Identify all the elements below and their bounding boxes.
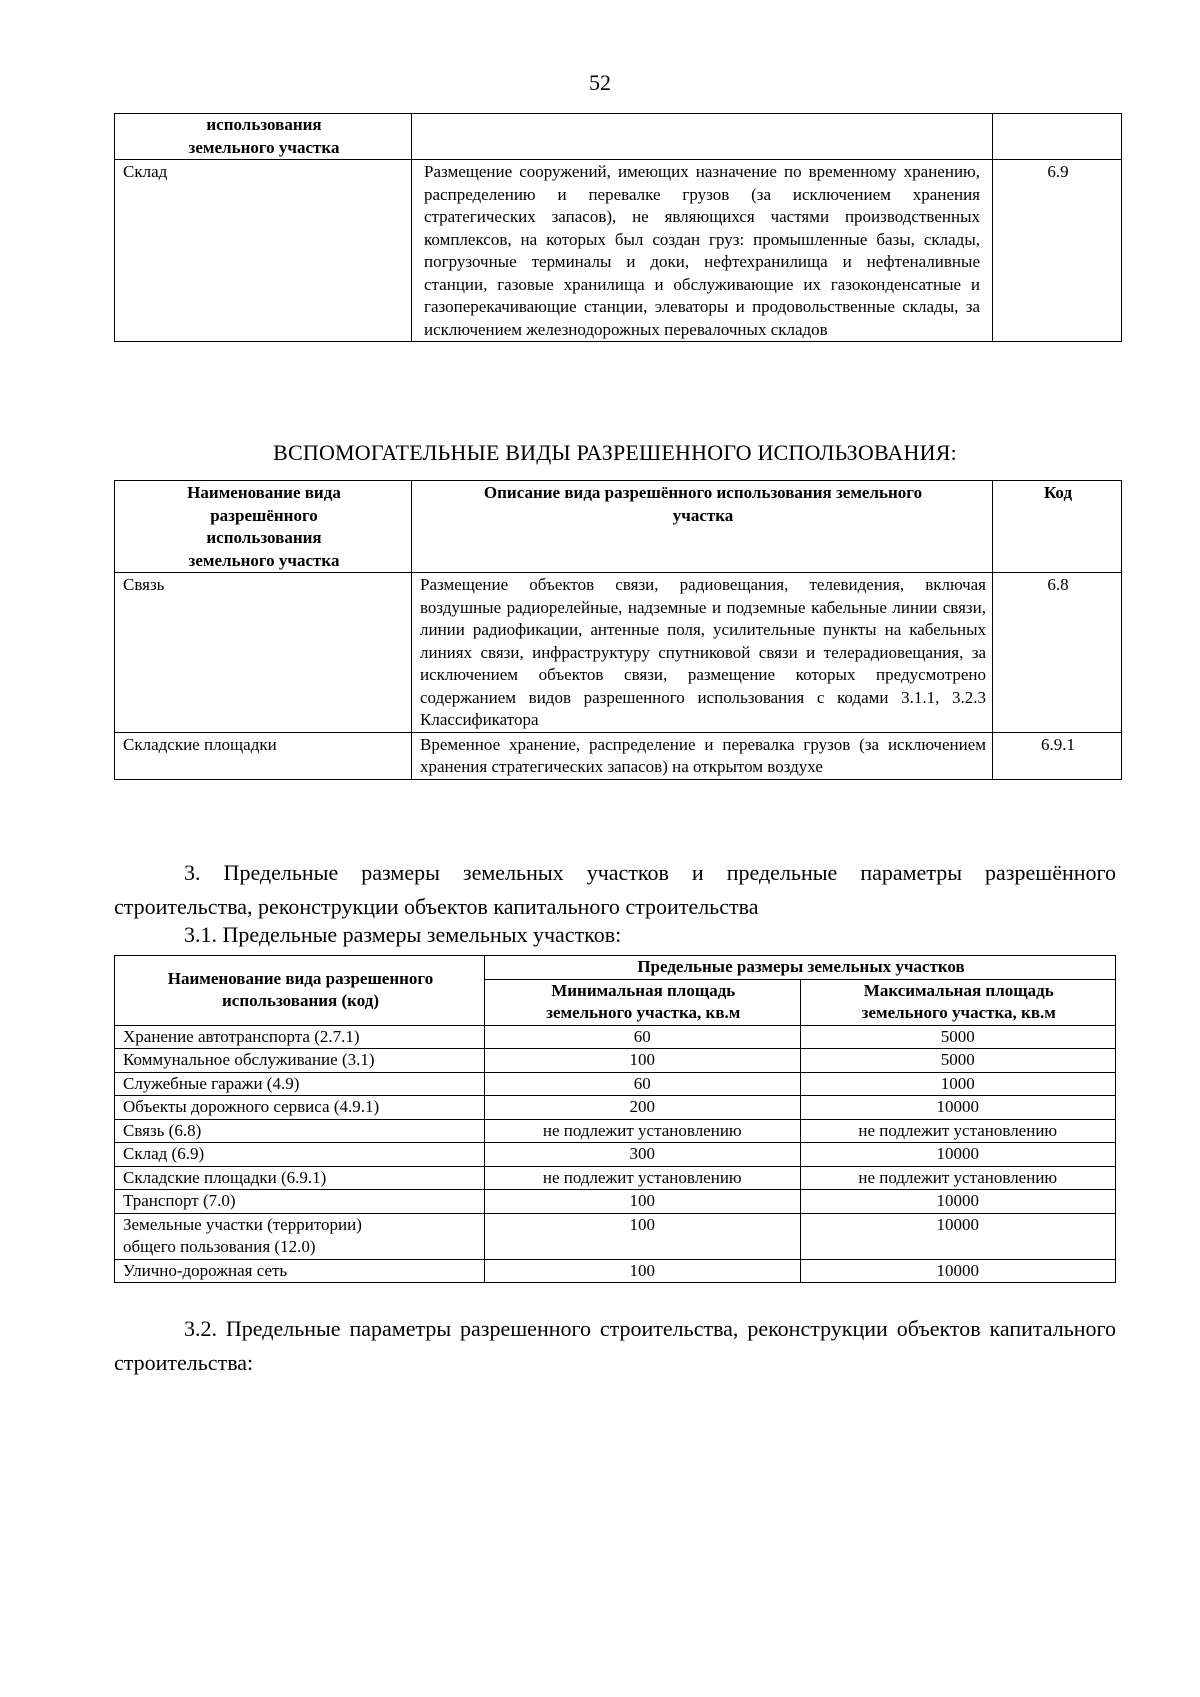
header-name-continuation: использования земельного участка <box>115 114 412 160</box>
row-min-area: 60 <box>485 1072 801 1096</box>
page-number: 52 <box>589 70 611 95</box>
row-max-area: 10000 <box>800 1096 1116 1120</box>
row-use-name: Склад (6.9) <box>115 1143 485 1167</box>
row-min-area: 100 <box>485 1213 801 1259</box>
table-row <box>115 1143 1116 1167</box>
header-min-area: Минимальная площадь земельного участка, кв.м <box>485 979 801 1025</box>
table-row <box>115 1096 1116 1120</box>
row-max-area: 10000 <box>800 1143 1116 1167</box>
table-row <box>115 573 1122 733</box>
header-code: Код <box>993 481 1122 573</box>
row-max-area: не подлежит установлению <box>800 1166 1116 1190</box>
table-row <box>115 1166 1116 1190</box>
table-row <box>115 1190 1116 1214</box>
use-description: Размещение сооружений, имеющих назначение по временному хранению, распределению и перевалке грузов (за исключением хранения стратегических запасов), не являющихся частями производственных комплексов, на которых был создан груз: промышленные базы, склады, погрузочные терминалы и доки, нефтехранилища и нефтеналивные станции, газовые хранилища и обслуживающие их газоконденсатные и газоперекачивающие станции, элеваторы и продовольственные склады, за исключением железнодорожных перевалочных складов <box>412 160 993 342</box>
row-max-area: 1000 <box>800 1072 1116 1096</box>
row-min-area: 100 <box>485 1049 801 1073</box>
table-header-row <box>115 956 1116 980</box>
row-use-name: Связь (6.8) <box>115 1119 485 1143</box>
table-header-continuation-row <box>115 114 1122 160</box>
header-plot-size-group: Предельные размеры земельных участков <box>485 956 1116 980</box>
row-max-area: 5000 <box>800 1049 1116 1073</box>
header-description: Описание вида разрешённого использования земельного участка <box>412 481 993 573</box>
use-description: Временное хранение, распределение и перевалка грузов (за исключением хранения стратегических запасов) на открытом воздухе <box>412 732 993 779</box>
use-code: 6.8 <box>993 573 1122 733</box>
auxiliary-uses-table <box>114 480 1122 780</box>
row-min-area: 200 <box>485 1096 801 1120</box>
paragraph-3: 3. Предельные размеры земельных участков и предельные параметры разрешённого строительства, реконструкции объектов капитального строительства <box>114 860 1116 919</box>
row-use-name: Коммунальное обслуживание (3.1) <box>115 1049 485 1073</box>
row-use-name: Хранение автотранспорта (2.7.1) <box>115 1025 485 1049</box>
header-description-continuation <box>412 114 993 160</box>
table-row <box>115 1213 1116 1259</box>
row-max-area: 5000 <box>800 1025 1116 1049</box>
row-max-area: 10000 <box>800 1213 1116 1259</box>
row-max-area: не подлежит установлению <box>800 1119 1116 1143</box>
plot-size-table <box>114 955 1116 1283</box>
table-row <box>115 1049 1116 1073</box>
row-min-area: 100 <box>485 1259 801 1283</box>
header-max-area: Максимальная площадь земельного участка, кв.м <box>800 979 1116 1025</box>
use-name: Складские площадки <box>115 732 412 779</box>
table-row <box>115 732 1122 779</box>
row-use-name: Складские площадки (6.9.1) <box>115 1166 485 1190</box>
row-use-name: Служебные гаражи (4.9) <box>115 1072 485 1096</box>
table-row <box>115 160 1122 342</box>
main-uses-table-continuation <box>114 113 1122 342</box>
use-code: 6.9 <box>993 160 1122 342</box>
row-min-area: не подлежит установлению <box>485 1119 801 1143</box>
table-row <box>115 1119 1116 1143</box>
section-title: ВСПОМОГАТЕЛЬНЫЕ ВИДЫ РАЗРЕШЕННОГО ИСПОЛЬЗОВАНИЯ: <box>273 440 957 465</box>
use-name: Связь <box>115 573 412 733</box>
table-row <box>115 1025 1116 1049</box>
header-code-continuation <box>993 114 1122 160</box>
row-use-name: Улично-дорожная сеть <box>115 1259 485 1283</box>
row-use-name: Объекты дорожного сервиса (4.9.1) <box>115 1096 485 1120</box>
use-code: 6.9.1 <box>993 732 1122 779</box>
use-description: Размещение объектов связи, радиовещания, телевидения, включая воздушные радиорелейные, надземные и подземные кабельные линии связи, линии радиофикации, антенные поля, усилительные пункты на кабельных линиях связи, инфраструктуру спутниковой связи и телерадиовещания, за исключением объектов связи, размещение которых предусмотрено содержанием видов разрешенного использования с кодами 3.1.1, 3.2.3 Классификатора <box>412 573 993 733</box>
row-use-name: Земельные участки (территории) общего пользования (12.0) <box>115 1213 485 1259</box>
table-header-row <box>115 481 1122 573</box>
row-max-area: 10000 <box>800 1259 1116 1283</box>
paragraph-3-2: 3.2. Предельные параметры разрешенного строительства, реконструкции объектов капитального строительства: <box>114 1316 1116 1375</box>
row-min-area: не подлежит установлению <box>485 1166 801 1190</box>
row-use-name: Транспорт (7.0) <box>115 1190 485 1214</box>
table-row <box>115 1259 1116 1283</box>
paragraph-3-1: 3.1. Предельные размеры земельных участков: <box>184 922 622 947</box>
row-min-area: 300 <box>485 1143 801 1167</box>
table-row <box>115 1072 1116 1096</box>
row-min-area: 100 <box>485 1190 801 1214</box>
header-use-name: Наименование вида разрешенного использования (код) <box>115 956 485 1026</box>
header-name: Наименование вида разрешённого использования земельного участка <box>115 481 412 573</box>
row-max-area: 10000 <box>800 1190 1116 1214</box>
use-name: Склад <box>115 160 412 342</box>
row-min-area: 60 <box>485 1025 801 1049</box>
